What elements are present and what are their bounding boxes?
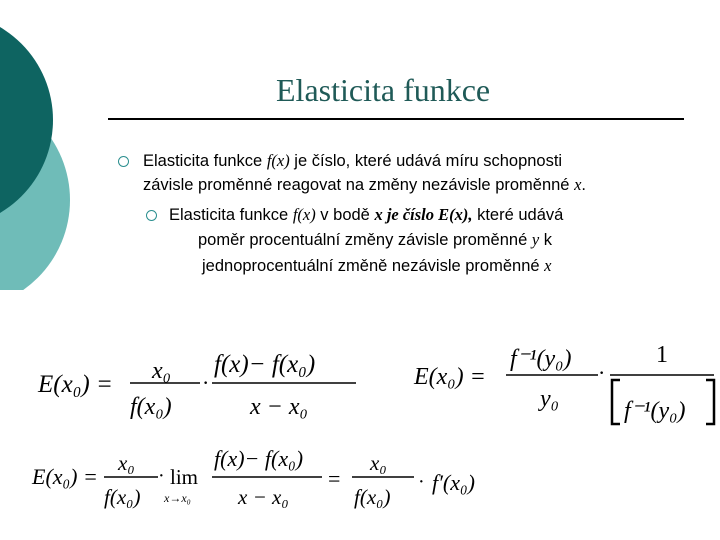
formula2-num2: 1 — [656, 342, 668, 368]
text-italic: f(x) — [266, 151, 290, 170]
text: které udává — [472, 206, 564, 224]
formula2-den1: y₀ — [540, 386, 559, 412]
formula3-lhs: E(x₀) = — [32, 464, 98, 489]
formula-2 — [413, 342, 714, 424]
text-italic: y — [531, 230, 540, 249]
text: Elasticita funkce — [169, 206, 293, 224]
formula3-den1: f(x₀) — [104, 485, 141, 509]
formula2-den2: f⁻¹(y₀) — [624, 398, 686, 424]
formula3-rhs: f′(x₀) — [432, 470, 475, 495]
right-bracket — [706, 380, 714, 424]
text-italic: x — [544, 256, 552, 275]
slide-title: Elasticita funkce — [276, 72, 491, 108]
formula3-num3: x₀ — [370, 451, 387, 475]
text: Elasticita funkce — [143, 152, 267, 170]
formula3-den2: x − x₀ — [238, 485, 289, 509]
formula3-num1: x₀ — [118, 451, 135, 475]
formula1-num2: f(x)− f(x₀) — [214, 351, 316, 378]
formula3-den3: f(x₀) — [354, 485, 391, 509]
limit-operator: lim — [170, 465, 199, 489]
left-bracket — [612, 380, 620, 424]
text-italic: f(x) — [292, 205, 316, 224]
formula1-lhs: E(x₀) = — [38, 371, 113, 398]
text: je číslo, které udává míru schopnosti — [289, 152, 563, 170]
formula1-den2: x − x₀ — [250, 394, 308, 420]
text: v bodě — [315, 206, 375, 224]
text-bold-italic: x je číslo E(x), — [374, 205, 473, 224]
dot-operator: · — [418, 471, 425, 493]
text: jednoprocentuální změně nezávisle proměnné — [202, 257, 545, 275]
text: poměr procentuální změny závisle proměnné — [198, 231, 532, 249]
dot-operator: · — [598, 360, 606, 385]
dot-operator: · — [158, 465, 165, 487]
formula3-num2: f(x)− f(x₀) — [214, 446, 304, 471]
text: . — [581, 176, 586, 194]
dot-operator: · — [202, 370, 210, 395]
equals-sign: = — [328, 466, 341, 491]
formula-1 — [37, 351, 356, 420]
text: k — [539, 231, 553, 249]
formula2-num1: f⁻¹(y₀) — [510, 346, 572, 372]
formula2-lhs: E(x₀) = — [414, 364, 486, 390]
formula-3 — [31, 446, 475, 509]
formula1-den1: f(x₀) — [130, 394, 172, 420]
text: závisle proměnné reagovat na změny nezávisle proměnné — [143, 176, 575, 194]
formula1-num1: x₀ — [152, 358, 171, 384]
text-italic: x — [574, 175, 582, 194]
limit-subscript: x→x₀ — [164, 491, 191, 505]
